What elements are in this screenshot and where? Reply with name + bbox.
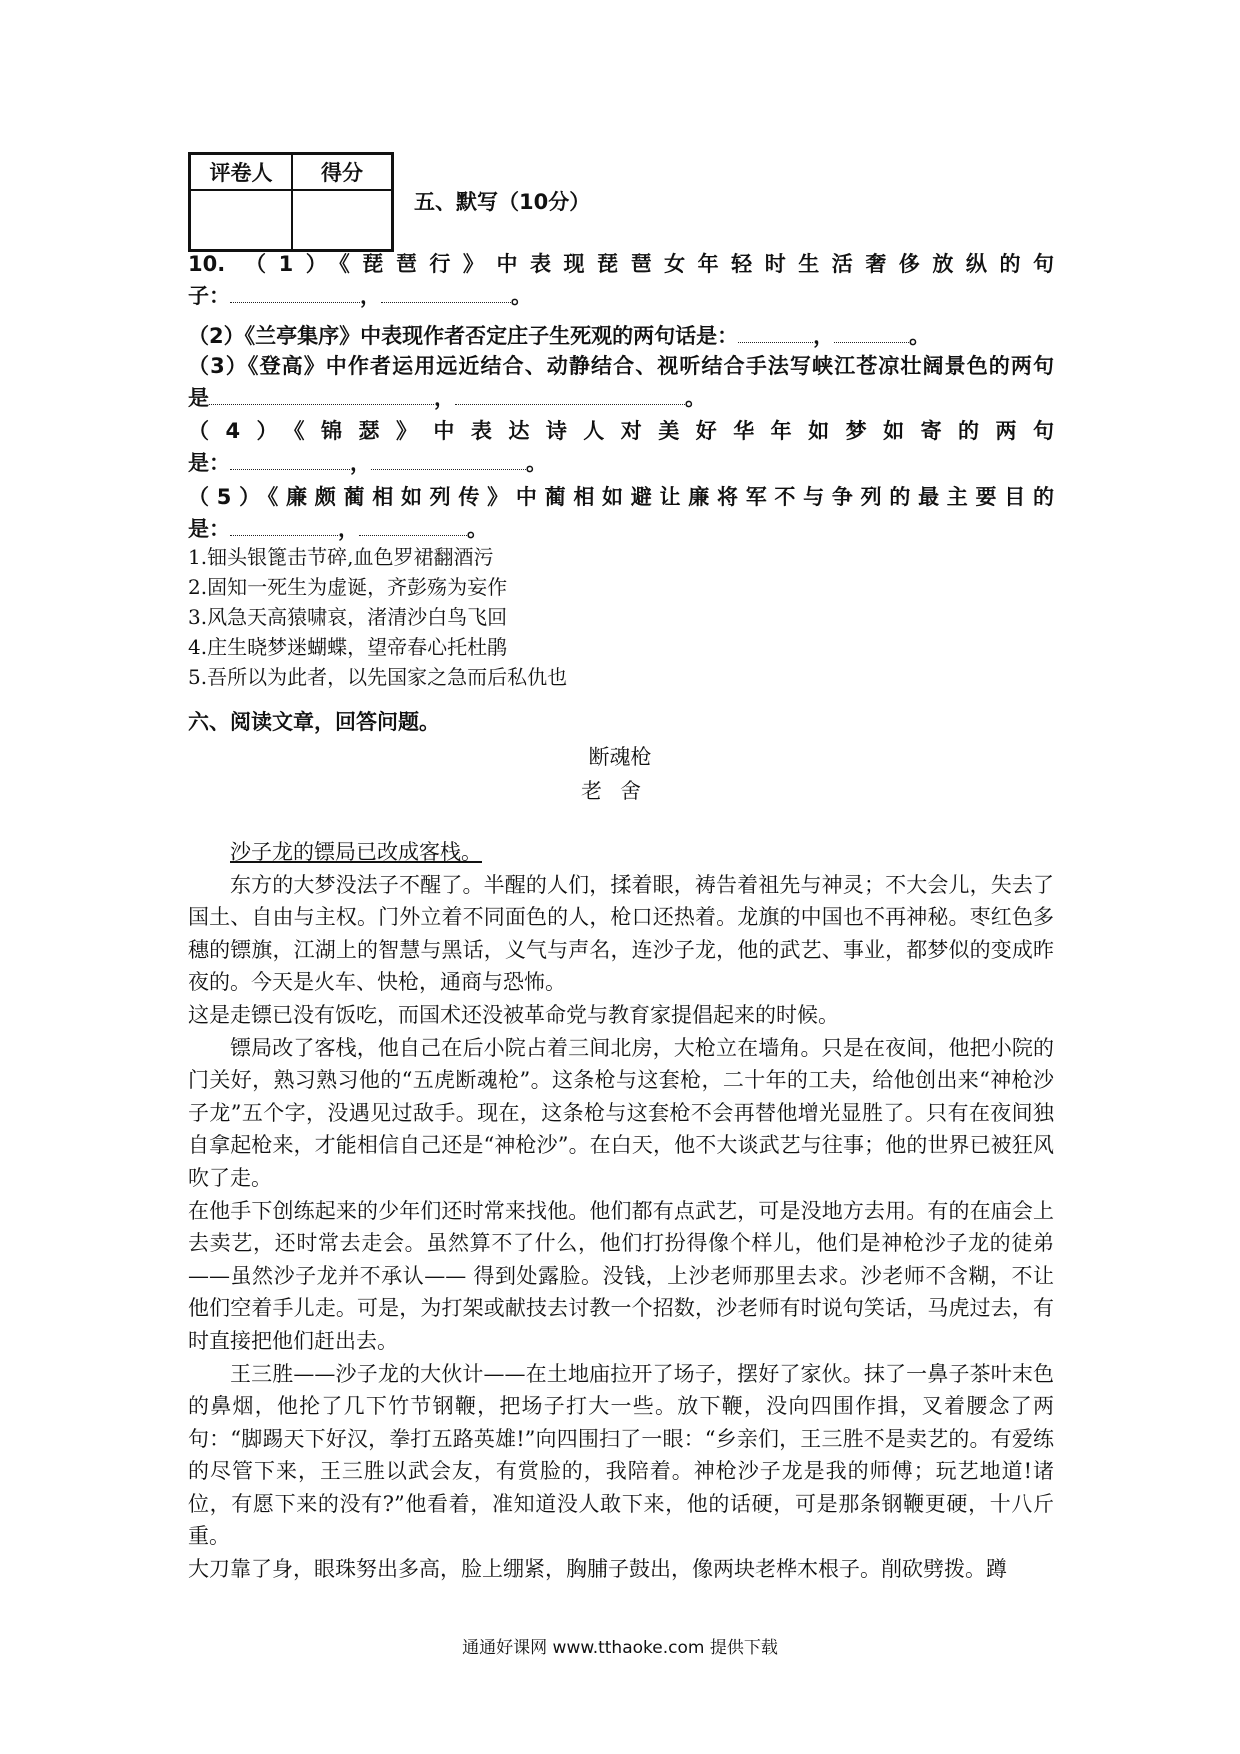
paragraph-6: 王三胜——沙子龙的大伙计——在土地庙拉开了场子，摆好了家伙。抹了一鼻子茶叶末色的鼻烟，他抡了几下竹节钢鞭，把场子打大一些。放下鞭，没向四围作揖，叉着腰念了两句：“脚踢天下好汉，拳打五路英雄!”向四围扫了一眼：“乡亲们，王三胜不是卖艺的。有爱练的尽管下来，王三胜以武会友，有赏脸的，我陪着。神枪沙子龙是我的师傅；玩艺地道!诸位，有愿下来的没有?”他看着，准知道没人敢下来，他的话硬，可是那条钢鞭更硬，十八斤重。: [188, 1361, 1054, 1549]
comma: ，: [813, 324, 835, 348]
question-5-text: （5）《廉颇蔺相如列传》中蔺相如避让廉将军不与争列的最主要目的: [188, 485, 1054, 509]
reviewer-cell: [190, 190, 293, 251]
period: 。: [467, 517, 488, 541]
period: 。: [685, 386, 706, 410]
blank-1b[interactable]: [381, 282, 511, 303]
reviewer-header: 评卷人: [190, 154, 293, 191]
period: 。: [909, 324, 931, 348]
answer-2: 2.固知一死生为虚诞，齐彭殇为妄作: [188, 575, 508, 599]
question-4: [188, 415, 1054, 479]
page-footer: 通通好课网 www.tthaoke.com 提供下载: [462, 1638, 778, 1658]
question-4-text: （4）《锦瑟》中表达诗人对美好华年如梦如寄的两句: [188, 419, 1054, 443]
period: 。: [511, 284, 532, 308]
blank-3a[interactable]: [209, 384, 434, 405]
question-3-prefix: 是: [188, 386, 209, 410]
score-header: 得分: [292, 154, 393, 191]
question-3: [188, 350, 1054, 414]
answer-4: 4.庄生晓梦迷蝴蝶，望帝春心托杜鹃: [188, 635, 508, 659]
paragraph-7: 大刀靠了身，眼珠努出多高，脸上绷紧，胸脯子鼓出，像两块老桦木根子。削砍劈拨。蹲: [188, 1557, 1007, 1582]
article-title: 断魂枪: [588, 745, 652, 769]
blank-4b[interactable]: [371, 449, 526, 470]
answer-3: 3.风急天高猿啸哀，渚清沙白鸟飞回: [188, 605, 508, 629]
section5-title: 五、默写（10分）: [414, 190, 591, 214]
article-author: 老舍: [581, 779, 659, 803]
blank-2b[interactable]: [834, 322, 909, 343]
blank-5a[interactable]: [230, 515, 338, 536]
score-cell: [292, 190, 393, 251]
blank-4a[interactable]: [230, 449, 350, 470]
score-table: [188, 152, 394, 252]
blank-5b[interactable]: [359, 515, 467, 536]
question-5: [188, 481, 1054, 545]
question-3-text: （3）《登高》中作者运用远近结合、动静结合、视听结合手法写峡江苍凉壮阔景色的两句: [188, 354, 1054, 378]
section6-title: 六、阅读文章，回答问题。: [188, 710, 440, 734]
question-5-prefix: 是：: [188, 517, 230, 541]
question-5-answer-line: [188, 513, 1054, 545]
question-2-text: （2）《兰亭集序》中表现作者否定庄子生死观的两句话是：: [188, 324, 739, 348]
question-4-prefix: 是：: [188, 451, 230, 475]
comma: ，: [360, 284, 381, 308]
paragraph-4: 镖局改了客栈，他自己在后小院占着三间北房，大枪立在墙角。只是在夜间，他把小院的门关好，熟习熟习他的“五虎断魂枪”。这条枪与这套枪，二十年的工夫，给他创出来“神枪沙子龙”五个字，没遇见过敌手。现在，这条枪与这套枪不会再替他增光显胜了。只有在夜间独自拿起枪来，才能相信自己还是“神枪沙”。在白天，他不大谈武艺与往事；他的世界已被狂风吹了走。: [188, 1035, 1054, 1190]
paragraph-2: 东方的大梦没法子不醒了。半醒的人们，揉着眼，祷告着祖先与神灵；不大会儿，失去了国土、自由与主权。门外立着不同面色的人，枪口还热着。龙旗的中国也不再神秘。枣红色多穗的镖旗，江湖上的智慧与黑话，义气与声名，连沙子龙，他的武艺、事业，都梦似的变成昨夜的。今天是火车、快枪，通商与恐怖。: [188, 872, 1054, 995]
comma: ，: [434, 386, 455, 410]
blank-3b[interactable]: [455, 384, 685, 405]
period: 。: [526, 451, 547, 475]
question-2: [188, 320, 1054, 352]
article-body: [188, 836, 1054, 1586]
blank-1a[interactable]: [230, 282, 360, 303]
comma: ，: [350, 451, 371, 475]
answer-1: 1.钿头银篦击节碎,血色罗裙翻酒污: [188, 545, 494, 569]
question-3-answer-line: [188, 382, 1054, 414]
paragraph-5: 在他手下创练起来的少年们还时常来找他。他们都有点武艺，可是没地方去用。有的在庙会上去卖艺，还时常去走会。虽然算不了什么，他们打扮得像个样儿，他们是神枪沙子龙的徒弟——虽然沙子龙并不承认—— 得到处露脸。没钱，上沙老师那里去求。沙老师不含糊，不让他们空着手儿走。可是，为打架或献技去讨教一个招数，沙老师有时说句笑话，马虎过去，有时直接把他们赶出去。: [188, 1198, 1054, 1353]
answer-key: [188, 542, 1054, 692]
question-1-prefix: 子：: [188, 284, 230, 308]
paragraph-3: 这是走镖已没有饭吃，而国术还没被革命党与教育家提倡起来的时候。: [188, 1002, 839, 1027]
blank-2a[interactable]: [738, 322, 813, 343]
question-1-text: 10. （1）《琵琶行》中表现琵琶女年轻时生活奢侈放纵的句: [188, 252, 1054, 276]
question-4-answer-line: [188, 447, 1054, 479]
paragraph-1: 沙子龙的镖局已改成客栈。: [230, 840, 482, 864]
question-1-answer-line: [188, 280, 1054, 312]
answer-5: 5.吾所以为此者，以先国家之急而后私仇也: [188, 665, 568, 689]
question-1: [188, 248, 1054, 312]
comma: ，: [338, 517, 359, 541]
